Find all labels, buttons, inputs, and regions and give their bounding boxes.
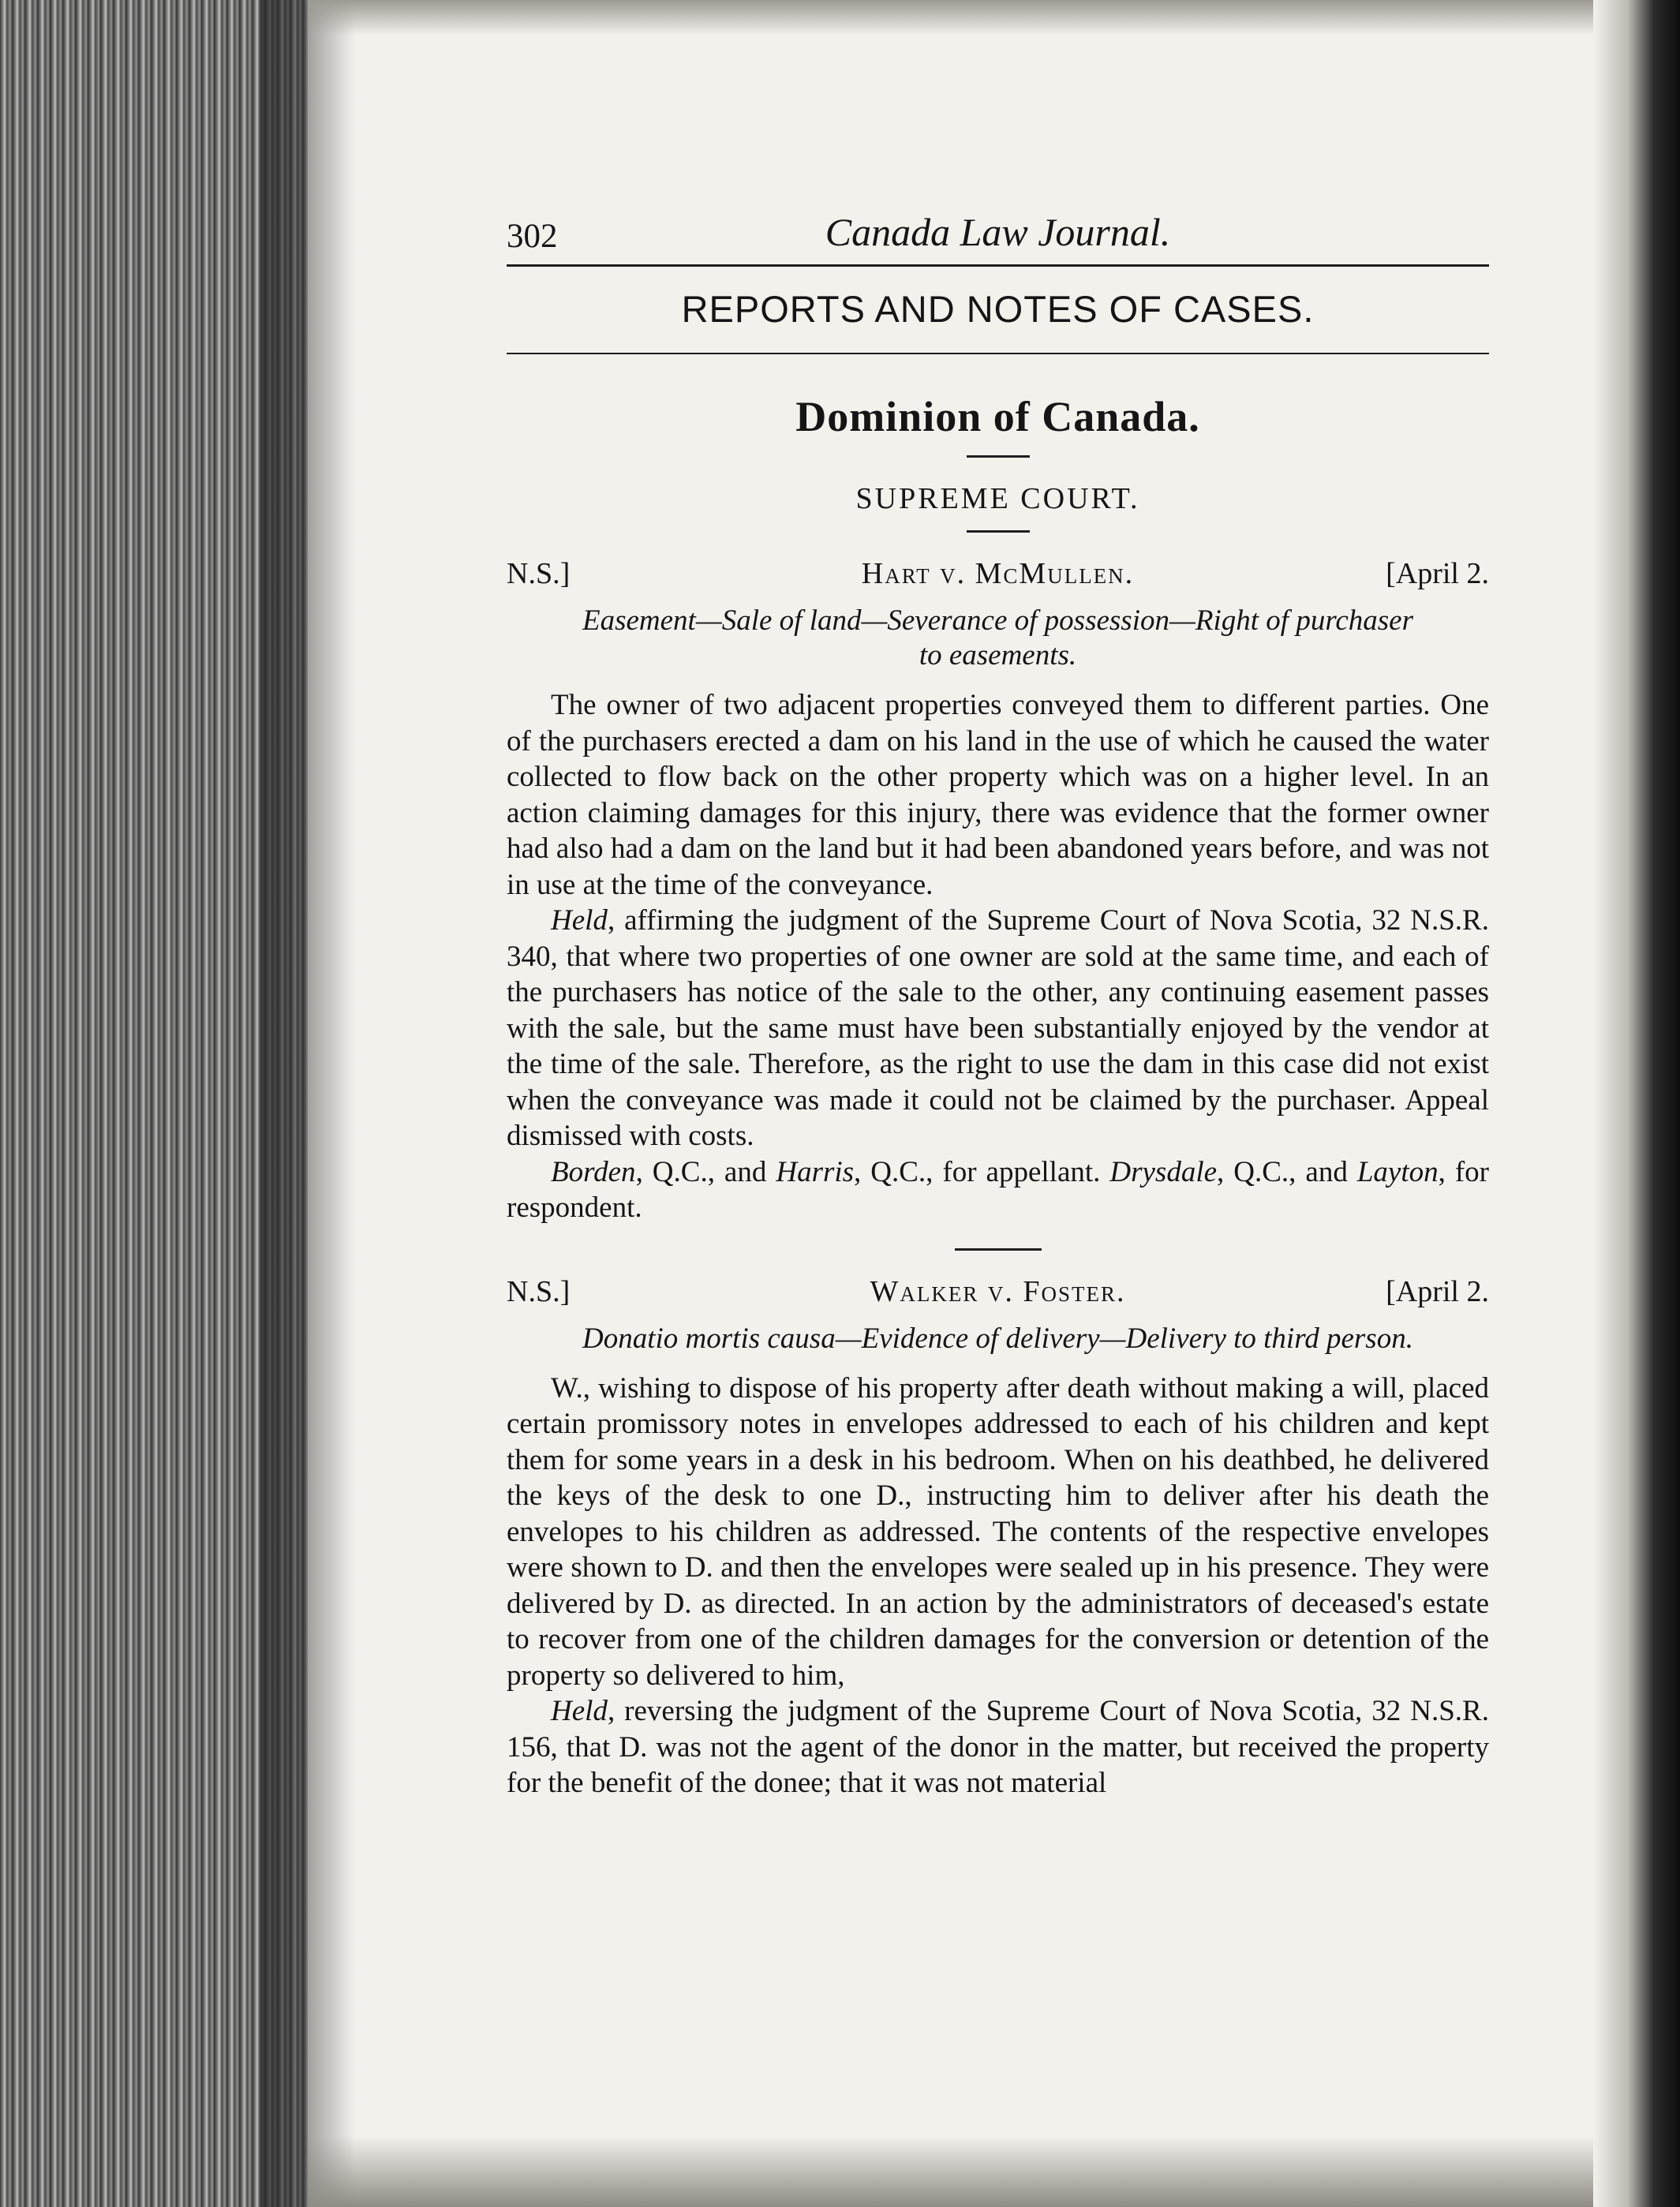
case-1-date: [April 2. xyxy=(1386,557,1489,590)
case-1-headnote-line-1: Easement—Sale of land—Severance of possession—Right of purchaser xyxy=(582,604,1413,637)
counsel-name: Drysdale xyxy=(1109,1155,1218,1188)
case-2-holding-text: , reversing the judgment of the Supreme Court of Nova Scotia, 32 N.S.R. 156, that D. was not the agent of the donor in the matter, but received the property for the benefit of the donee; that it was not material xyxy=(507,1695,1489,1799)
case-1-facts: The owner of two adjacent properties conveyed them to different parties. One of the purchasers erected a dam on his land in the use of which he caused the water collected to flow back on the other property which was on a higher level. In an action claiming damages for this injury, there was evidence that the former owner had also had a dam on the land but it had been abandoned years before, and was not in use at the time of the conveyance. xyxy=(507,689,1489,901)
running-head xyxy=(507,209,1489,264)
page-bottom-edge xyxy=(308,2136,1593,2207)
case-1-headnote xyxy=(507,604,1489,673)
case-1-headnote-line-2: to easements. xyxy=(919,639,1077,671)
journal-page xyxy=(507,209,1489,1801)
counsel-text: , Q.C., for appellant. xyxy=(854,1155,1110,1188)
page-right-edge xyxy=(1593,0,1680,2207)
section-rule xyxy=(507,353,1489,354)
counsel-name: Harris xyxy=(776,1155,855,1188)
case-2-holding xyxy=(507,1693,1489,1801)
counsel-name: Layton xyxy=(1356,1155,1439,1188)
case-divider xyxy=(955,1248,1042,1251)
case-1-header xyxy=(507,556,1489,599)
case-1-holding xyxy=(507,903,1489,1154)
case-2-province: N.S.] xyxy=(507,1274,571,1308)
counsel-text: , Q.C., and xyxy=(635,1155,776,1188)
case-2-header xyxy=(507,1274,1489,1317)
heading-divider xyxy=(967,455,1030,458)
counsel-text: , for respondent. xyxy=(507,1155,1489,1224)
case-2-facts: W., wishing to dispose of his property after death without making a will, placed certain promissory notes in envelopes addressed to each of his children and kept them for some years in a desk in his bedroom. When on his deathbed, he delivered the keys of the desk to one D., instructing him to deliver after his death the envelopes to his children as addressed. The contents of the respective envelopes were shown to D. and then the envelopes were sealed up in his presence. They were delivered by D. as directed. In an action by the administrators of deceased's estate to recover from one of the children damages for the conversion or detention of the property so delivered to him, xyxy=(507,1371,1489,1692)
case-1-province: N.S.] xyxy=(507,557,571,590)
counsel-text: , Q.C., and xyxy=(1217,1155,1357,1188)
case-2-date: [April 2. xyxy=(1386,1274,1489,1308)
journal-title: Canada Law Journal. xyxy=(825,210,1171,254)
counsel-name: Borden xyxy=(551,1155,636,1188)
section-title: REPORTS AND NOTES OF CASES. xyxy=(681,288,1315,330)
held-label: Held xyxy=(551,904,608,937)
case-1-holding-text: , affirming the judgment of the Supreme Court of Nova Scotia, 32 N.S.R. 340, that where two properties of one owner are sold at the same time, and each of the purchasers has notice of the sale to the other, any continuing easement passes with the sale, but the same must have been substantially enjoyed by the vendor at the time of the sale. Therefore, as the right to use the dam in this case did not exist when the conveyance was made it could not be claimed by the purchaser. Appeal dismissed with costs. xyxy=(507,904,1489,1152)
dominion-heading: Dominion of Canada. xyxy=(795,393,1200,440)
court-divider xyxy=(967,530,1030,533)
page-top-edge xyxy=(308,0,1593,36)
case-2-headnote: Donatio mortis causa—Evidence of delivery—Delivery to third person. xyxy=(582,1322,1413,1355)
case-2-name: Walker v. Foster. xyxy=(870,1274,1126,1308)
held-label: Held xyxy=(551,1695,608,1727)
header-rule xyxy=(507,264,1489,267)
court-heading: SUPREME COURT. xyxy=(855,482,1140,515)
case-1-counsel xyxy=(507,1154,1489,1226)
page-number: 302 xyxy=(507,218,558,255)
binding-shadow xyxy=(260,0,355,2207)
case-1-name: Hart v. McMullen. xyxy=(861,557,1135,590)
